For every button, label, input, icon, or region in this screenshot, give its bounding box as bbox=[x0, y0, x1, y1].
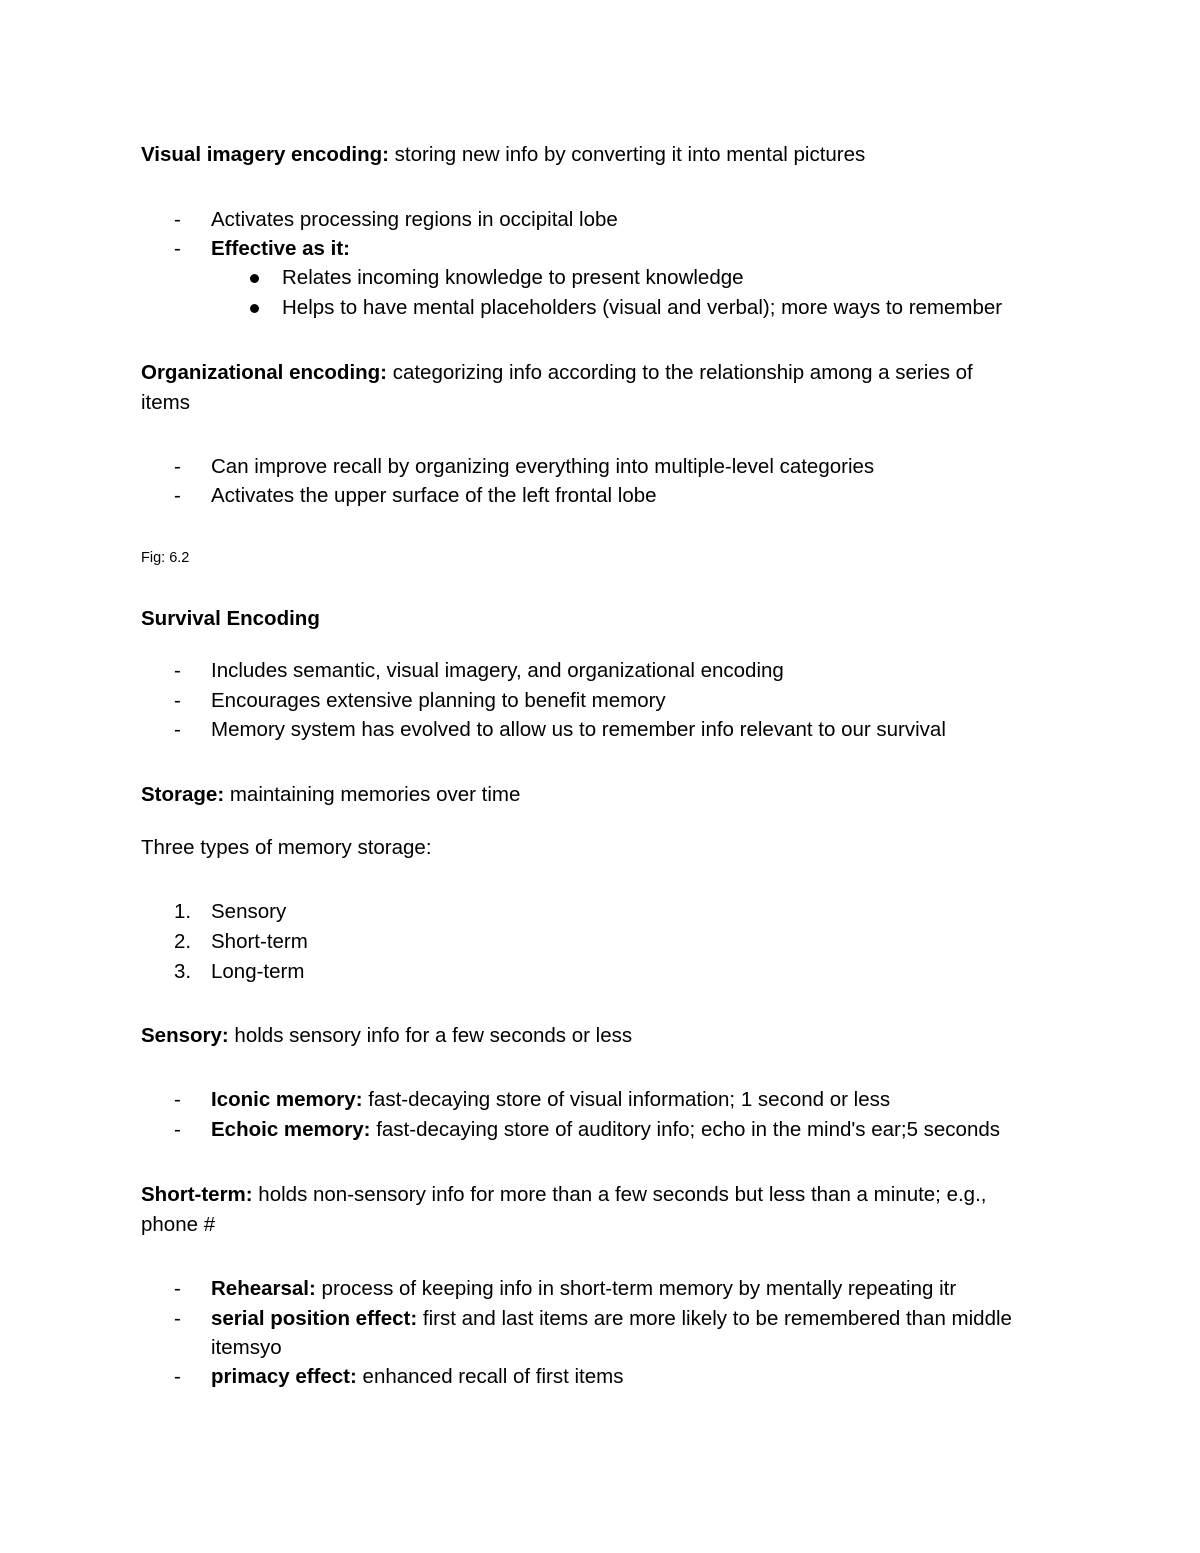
storage-term: Storage: bbox=[141, 783, 225, 806]
echoic-memory-definition: fast-decaying store of auditory info; echo in the mind's ear;5 seconds bbox=[370, 1118, 1001, 1141]
list-item bbox=[211, 1085, 890, 1115]
list-item bbox=[211, 1115, 1000, 1145]
list-item-effective: Effective as it: bbox=[211, 237, 350, 260]
list-number: 3. bbox=[174, 960, 192, 983]
organizational-paragraph bbox=[141, 358, 973, 388]
list-item: Activates processing regions in occipital lobe bbox=[211, 208, 618, 231]
bullet-icon bbox=[250, 274, 259, 283]
storage-types-intro: Three types of memory storage: bbox=[141, 836, 432, 859]
sensory-term: Sensory: bbox=[141, 1024, 229, 1047]
visual-imagery-paragraph bbox=[141, 140, 865, 170]
sensory-definition: holds sensory info for a few seconds or less bbox=[228, 1024, 633, 1047]
numbered-item: Short-term bbox=[211, 930, 308, 953]
list-item: Can improve recall by organizing everything into multiple-level categories bbox=[211, 455, 875, 478]
organizational-definition: categorizing info according to the relationship among a series of bbox=[387, 361, 973, 384]
list-item: Encourages extensive planning to benefit memory bbox=[211, 689, 666, 712]
short-term-definition-continued: phone # bbox=[141, 1213, 216, 1236]
organizational-definition-continued: items bbox=[141, 391, 190, 414]
list-number: 2. bbox=[174, 930, 192, 953]
sub-list-item: Relates incoming knowledge to present knowledge bbox=[282, 266, 744, 289]
organizational-term: Organizational encoding: bbox=[141, 361, 388, 384]
storage-paragraph bbox=[141, 780, 520, 810]
serial-position-continued: itemsyo bbox=[211, 1336, 282, 1359]
list-dash: - bbox=[174, 1088, 181, 1111]
list-item: Includes semantic, visual imagery, and organizational encoding bbox=[211, 659, 784, 682]
list-number: 1. bbox=[174, 900, 192, 923]
list-dash: - bbox=[174, 1277, 181, 1300]
bullet-icon bbox=[250, 304, 259, 313]
echoic-memory-term: Echoic memory: bbox=[211, 1118, 371, 1141]
visual-imagery-term: Visual imagery encoding: bbox=[141, 143, 389, 166]
list-item: Memory system has evolved to allow us to remember info relevant to our survival bbox=[211, 718, 946, 741]
list-dash: - bbox=[174, 1118, 181, 1141]
list-item bbox=[211, 1274, 956, 1304]
rehearsal-definition: process of keeping info in short-term memory by mentally repeating itr bbox=[315, 1277, 957, 1300]
list-dash: - bbox=[174, 718, 181, 741]
numbered-item: Sensory bbox=[211, 900, 287, 923]
list-dash: - bbox=[174, 484, 181, 507]
short-term-definition: holds non-sensory info for more than a few seconds but less than a minute; e.g., bbox=[252, 1183, 987, 1206]
primacy-effect-term: primacy effect: bbox=[211, 1365, 357, 1388]
iconic-memory-definition: fast-decaying store of visual information; 1 second or less bbox=[362, 1088, 891, 1111]
list-dash: - bbox=[174, 208, 181, 231]
list-item: Activates the upper surface of the left frontal lobe bbox=[211, 484, 657, 507]
serial-position-definition: first and last items are more likely to be remembered than middle bbox=[417, 1307, 1012, 1330]
list-dash: - bbox=[174, 455, 181, 478]
primacy-effect-definition: enhanced recall of first items bbox=[356, 1365, 624, 1388]
iconic-memory-term: Iconic memory: bbox=[211, 1088, 363, 1111]
visual-imagery-definition: storing new info by converting it into mental pictures bbox=[388, 143, 866, 166]
survival-heading: Survival Encoding bbox=[141, 607, 320, 630]
numbered-item: Long-term bbox=[211, 960, 305, 983]
rehearsal-term: Rehearsal: bbox=[211, 1277, 316, 1300]
list-item bbox=[211, 1304, 1012, 1334]
storage-definition: maintaining memories over time bbox=[224, 783, 521, 806]
sub-list-item: Helps to have mental placeholders (visual and verbal); more ways to remember bbox=[282, 296, 1003, 319]
list-item bbox=[211, 1362, 623, 1392]
list-dash: - bbox=[174, 1365, 181, 1388]
list-dash: - bbox=[174, 1307, 181, 1330]
list-dash: - bbox=[174, 659, 181, 682]
figure-label: Fig: 6.2 bbox=[141, 550, 190, 566]
sensory-paragraph bbox=[141, 1021, 632, 1051]
list-dash: - bbox=[174, 689, 181, 712]
list-dash: - bbox=[174, 237, 181, 260]
serial-position-term: serial position effect: bbox=[211, 1307, 418, 1330]
short-term-term: Short-term: bbox=[141, 1183, 253, 1206]
short-term-paragraph bbox=[141, 1180, 986, 1210]
